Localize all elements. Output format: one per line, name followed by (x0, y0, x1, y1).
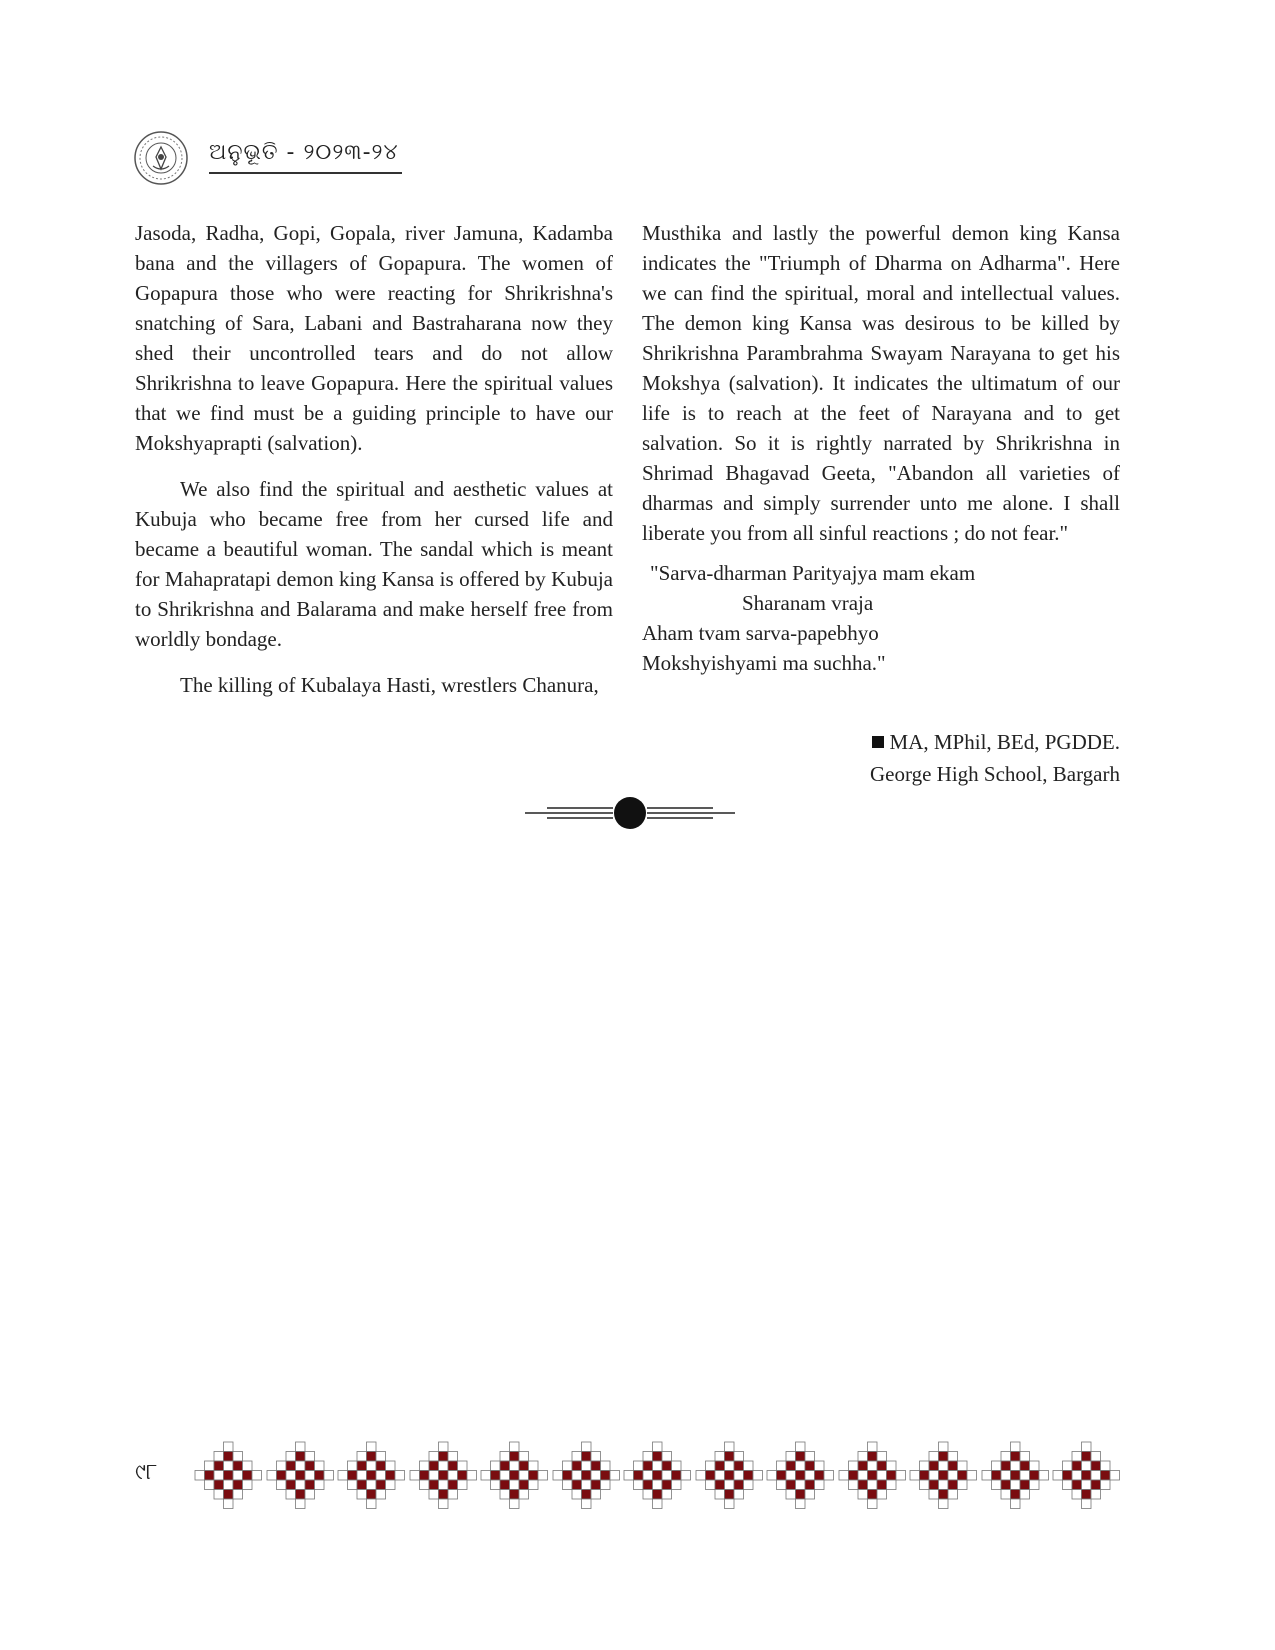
right-column (642, 218, 1120, 690)
decorative-border (193, 1440, 1125, 1512)
square-bullet-icon (872, 736, 884, 748)
cross-stitch-motif-icon (551, 1440, 621, 1512)
cross-stitch-motif-icon (765, 1440, 835, 1512)
cross-stitch-motif-icon (694, 1440, 764, 1512)
verse-line: "Sarva-dharman Parityajya mam ekam (650, 561, 976, 585)
cross-stitch-motif-icon (1051, 1440, 1121, 1512)
page-header (133, 130, 413, 190)
cross-stitch-motif-icon (408, 1440, 478, 1512)
paragraph: The killing of Kubalaya Hasti, wrestlers Chanura, (180, 673, 599, 697)
author-signoff (642, 726, 1120, 790)
cross-stitch-motif-icon (336, 1440, 406, 1512)
verse-line: Mokshyishyami ma suchha." (642, 651, 886, 675)
cross-stitch-motif-icon (837, 1440, 907, 1512)
cross-stitch-motif-icon (193, 1440, 263, 1512)
paragraph: Musthika and lastly the powerful demon king Kansa indicates the "Triumph of Dharma on Adharma". Here we can find the spiritual, moral and intellectual values. The demon king Kansa was desirous to be killed by Shrikrishna Parambrahma Swayam Narayana to get his Mokshya (salvation). It indicates the ultimatum of our life is to reach at the feet of Narayana and to get salvation. So it is rightly narrated by Shrikrishna in Shrimad Bhagavad Geeta, "Abandon all varieties of dharmas and simply surrender unto me alone. I shall liberate you from all sinful reactions ; do not fear." (642, 221, 1120, 545)
page-number: ୯୮ (135, 1460, 158, 1485)
verse-line: Aham tvam sarva-papebhyo (642, 621, 879, 645)
cross-stitch-motif-icon (622, 1440, 692, 1512)
author-school: George High School, Bargarh (869, 762, 1120, 786)
sanskrit-verse (642, 558, 1120, 678)
header-underline (209, 172, 402, 174)
cross-stitch-motif-icon (479, 1440, 549, 1512)
section-divider-ornament (525, 795, 735, 831)
paragraph: Jasoda, Radha, Gopi, Gopala, river Jamuna, Kadamba bana and the villagers of Gopapura. The women of Gopapura those who were reacting for Shrikrishna's snatching of Sara, Labani and Bastraharana now they shed their uncontrolled tears and do not allow Shrikrishna to leave Gopapura. Here the spiritual values that we find must be a guiding principle to have our Mokshyaprapti (salvation). (135, 221, 613, 455)
paragraph: We also find the spiritual and aesthetic values at Kubuja who became free from her cursed life and became a beautiful woman. The sandal which is meant for Mahapratapi demon king Kansa is offered by Kubuja to Shrikrishna and Balarama and make herself free from worldly bondage. (135, 477, 613, 651)
credentials-line (642, 726, 1120, 758)
publication-title: ଅନୁଭୂତି - ୨୦୨୩-୨୪ (209, 140, 399, 165)
left-column (135, 218, 613, 716)
cross-stitch-motif-icon (908, 1440, 978, 1512)
author-credentials: MA, MPhil, BEd, PGDDE. (889, 730, 1120, 754)
cross-stitch-motif-icon (980, 1440, 1050, 1512)
cross-stitch-motif-icon (265, 1440, 335, 1512)
seal-icon (133, 130, 189, 186)
page-footer (135, 1440, 1125, 1512)
verse-line: Sharanam vraja (742, 591, 874, 615)
